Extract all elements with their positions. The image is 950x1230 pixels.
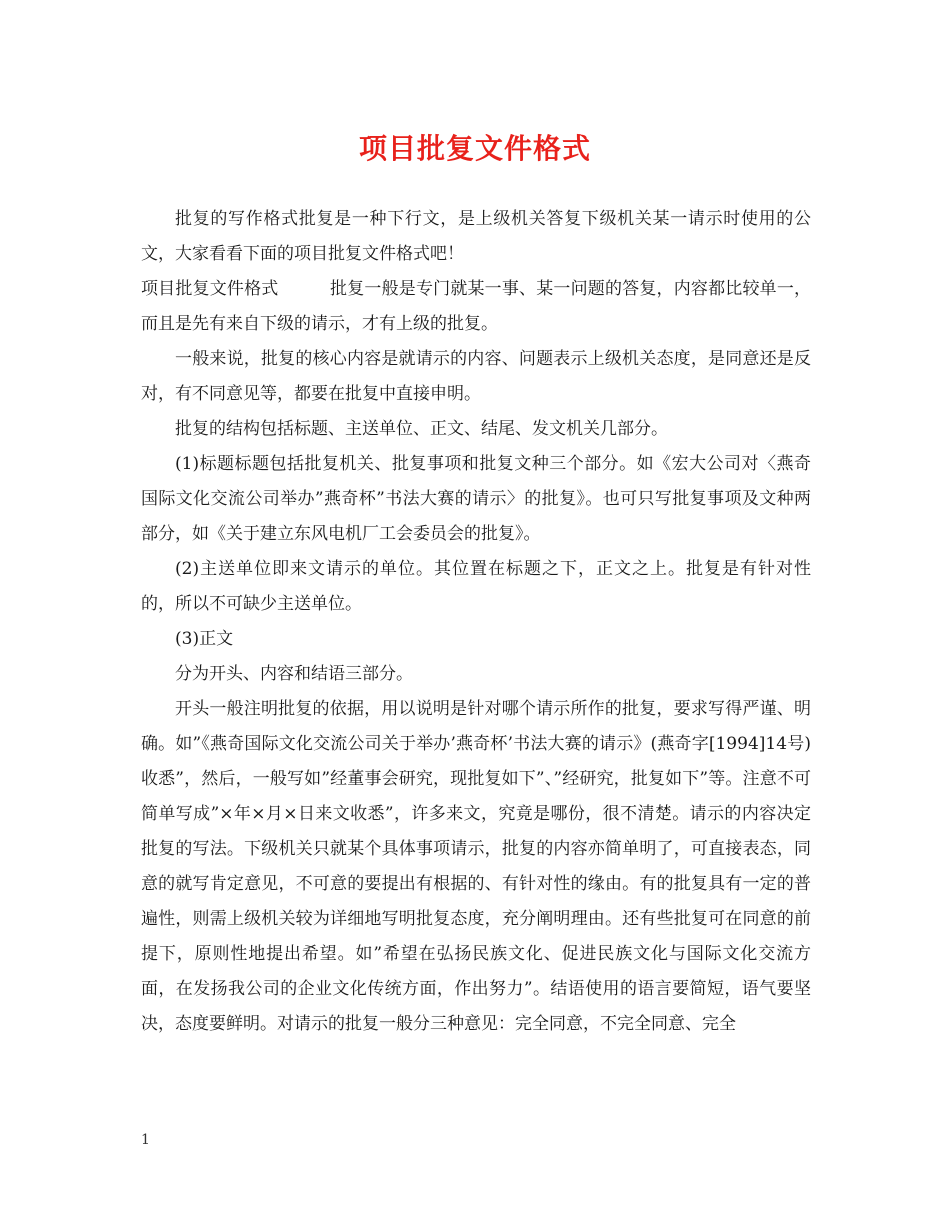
paragraph-title-section: (1)标题标题包括批复机关、批复事项和批复文种三个部分。如《宏大公司对〈燕奇国际文化交流公司举办”燕奇杯”书法大赛的请示〉的批复》。也可只写批复事项及文种两部分，如《关于建立东风电机厂工会委员会的批复》。 bbox=[141, 454, 811, 544]
document-body bbox=[141, 202, 811, 1042]
paragraph-recipient-section: (2)主送单位即来文请示的单位。其位置在标题之下，正文之上。批复是有针对性的，所以不可缺少主送单位。 bbox=[141, 559, 811, 614]
document-title: 项目批复文件格式 bbox=[358, 132, 591, 165]
paragraph-overview: 项目批复文件格式 批复一般是专门就某一事、某一问题的答复，内容都比较单一，而且是先有来自下级的请示，才有上级的批复。 bbox=[141, 279, 811, 334]
paragraph-core-content: 一般来说，批复的核心内容是就请示的内容、问题表示上级机关态度，是同意还是反对，有不同意见等，都要在批复中直接申明。 bbox=[141, 349, 811, 404]
page-number: 1 bbox=[141, 1132, 150, 1148]
paragraph-body-heading: (3)正文 bbox=[175, 629, 234, 649]
paragraph-intro: 批复的写作格式批复是一种下行文，是上级机关答复下级机关某一请示时使用的公文，大家看看下面的项目批复文件格式吧！ bbox=[141, 209, 811, 264]
paragraph-body-parts: 分为开头、内容和结语三部分。 bbox=[175, 664, 413, 684]
paragraph-structure: 批复的结构包括标题、主送单位、正文、结尾、发文机关几部分。 bbox=[175, 419, 668, 439]
paragraph-opening-details: 开头一般注明批复的依据，用以说明是针对哪个请示所作的批复，要求写得严谨、明确。如”《燕奇国际文化交流公司关于举办’燕奇杯’书法大赛的请示》(燕奇字[1994]14号)收悉”，然后，一般写如”经董事会研究，现批复如下”、”经研究，批复如下”等。注意不可简单写成”×年×月×日来文收悉”，许多来文，究竟是哪份，很不清楚。请示的内容决定批复的写法。下级机关只就某个具体事项请示，批复的内容亦简单明了，可直接表态，同意的就写肯定意见，不可意的要提出有根据的、有针对性的缘由。有的批复具有一定的普遍性，则需上级机关较为详细地写明批复态度，充分阐明理由。还有些批复可在同意的前提下，原则性地提出希望。如”希望在弘扬民族文化、促进民族文化与国际文化交流方面，在发扬我公司的企业文化传统方面，作出努力”。结语使用的语言要简短，语气要坚决，态度要鲜明。对请示的批复一般分三种意见：完全同意，不完全同意、完全 bbox=[141, 699, 811, 1034]
